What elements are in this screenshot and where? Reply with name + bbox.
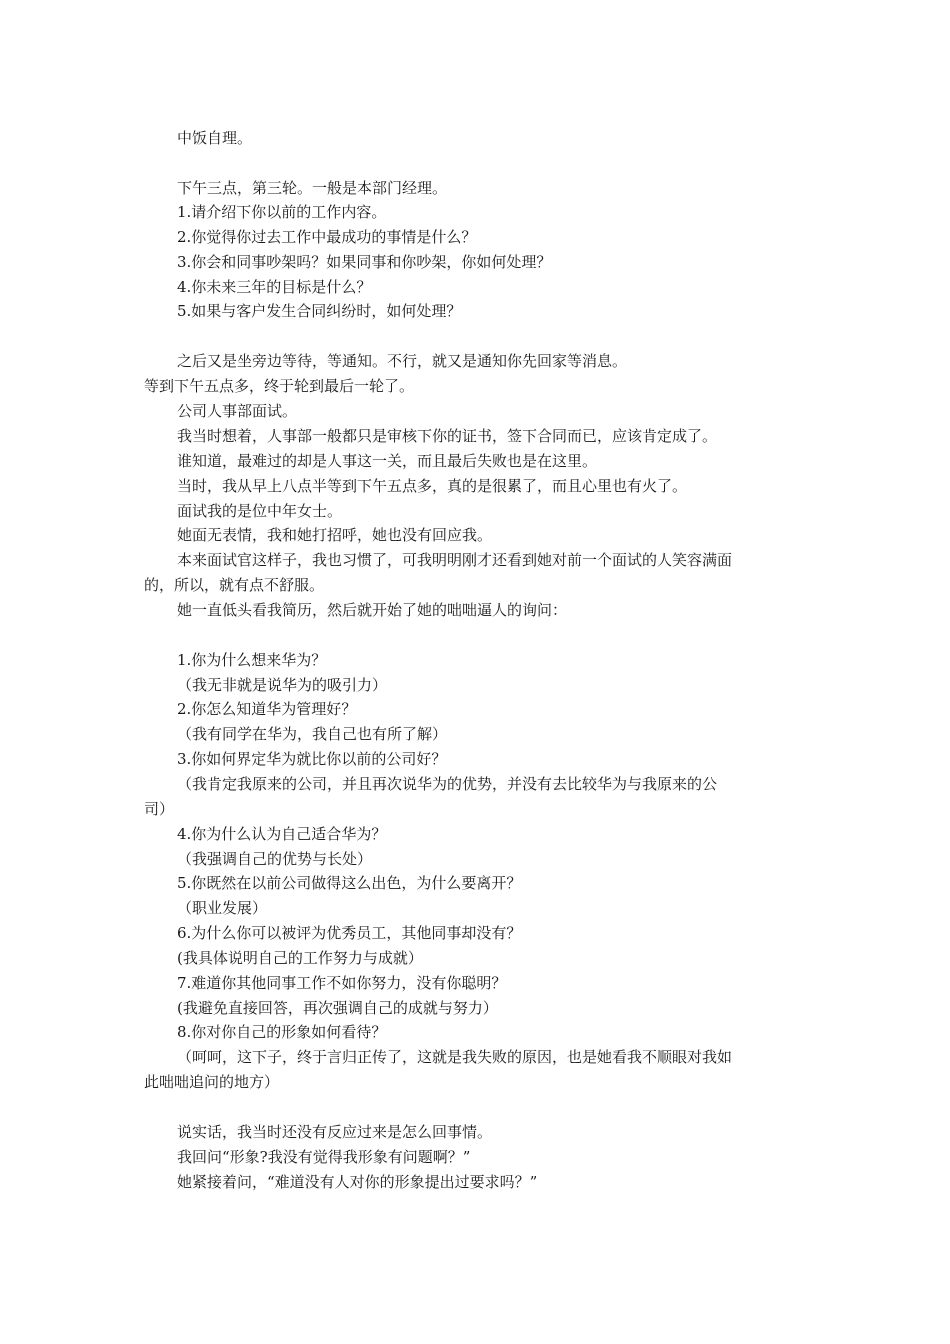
paragraph-line: 我当时想着，人事部一般都只是审核下你的证书，签下合同而已，应该肯定成了。 — [177, 427, 718, 445]
paragraph-line: 之后又是坐旁边等待，等通知。不行，就又是通知你先回家等消息。 — [177, 352, 628, 370]
paragraph-line: 的，所以，就有点不舒服。 — [144, 576, 325, 594]
list-item: 4.你未来三年的目标是什么？ — [177, 278, 372, 296]
paragraph-line: 她紧接着问，“难道没有人对你的形象提出过要求吗？” — [177, 1173, 538, 1191]
answer-note: （职业发展） — [177, 899, 268, 917]
answer-note: (我避免直接回答，再次强调自己的成就与努力） — [177, 999, 498, 1017]
paragraph-line: 当时，我从早上八点半等到下午五点多，真的是很累了，而且心里也有火了。 — [177, 477, 688, 495]
answer-note: 司） — [144, 800, 175, 818]
answer-note: (我具体说明自己的工作努力与成就） — [177, 949, 423, 967]
question-item: 6.为什么你可以被评为优秀员工，其他同事却没有？ — [177, 924, 522, 942]
list-item: 5.如果与客户发生合同纠纷时，如何处理？ — [177, 302, 462, 320]
question-item: 3.你如何界定华为就比你以前的公司好？ — [177, 750, 447, 768]
question-item: 8.你对你自己的形象如何看待？ — [177, 1023, 387, 1041]
paragraph-line: 她一直低头看我简历，然后就开始了她的咄咄逼人的询问： — [177, 601, 568, 619]
answer-note: 此咄咄追问的地方） — [144, 1073, 280, 1091]
answer-note: （我有同学在华为，我自己也有所了解） — [177, 725, 448, 743]
paragraph-line: 本来面试官这样子，我也习惯了，可我明明刚才还看到她对前一个面试的人笑容满面 — [177, 551, 733, 569]
paragraph-line: 中饭自理。 — [177, 129, 253, 147]
question-item: 1.你为什么想来华为？ — [177, 651, 327, 669]
answer-note: （我肯定我原来的公司，并且再次说华为的优势，并没有去比较华为与我原来的公 — [177, 775, 718, 793]
paragraph-line: 谁知道，最难过的却是人事这一关，而且最后失败也是在这里。 — [177, 452, 598, 470]
paragraph-line: 说实话，我当时还没有反应过来是怎么回事情。 — [177, 1123, 493, 1141]
paragraph-line: 公司人事部面试。 — [177, 402, 298, 420]
question-item: 4.你为什么认为自己适合华为？ — [177, 825, 387, 843]
question-item: 5.你既然在以前公司做得这么出色，为什么要离开？ — [177, 874, 522, 892]
answer-note: （我强调自己的优势与长处） — [177, 850, 373, 868]
paragraph-line: 下午三点，第三轮。一般是本部门经理。 — [177, 179, 448, 197]
list-item: 2.你觉得你过去工作中最成功的事情是什么？ — [177, 228, 477, 246]
question-item: 2.你怎么知道华为管理好？ — [177, 700, 357, 718]
paragraph-line: 面试我的是位中年女士。 — [177, 502, 343, 520]
paragraph-line: 我回问“形象?我没有觉得我形象有问题啊？” — [177, 1148, 471, 1166]
answer-note: （呵呵，这下子，终于言归正传了，这就是我失败的原因，也是她看我不顺眼对我如 — [177, 1048, 733, 1066]
list-item: 3.你会和同事吵架吗？如果同事和你吵架，你如何处理？ — [177, 253, 552, 271]
question-item: 7.难道你其他同事工作不如你努力，没有你聪明？ — [177, 974, 507, 992]
paragraph-line: 等到下午五点多，终于轮到最后一轮了。 — [144, 377, 415, 395]
list-item: 1.请介绍下你以前的工作内容。 — [177, 203, 387, 221]
answer-note: （我无非就是说华为的吸引力） — [177, 676, 388, 694]
paragraph-line: 她面无表情，我和她打招呼，她也没有回应我。 — [177, 526, 493, 544]
